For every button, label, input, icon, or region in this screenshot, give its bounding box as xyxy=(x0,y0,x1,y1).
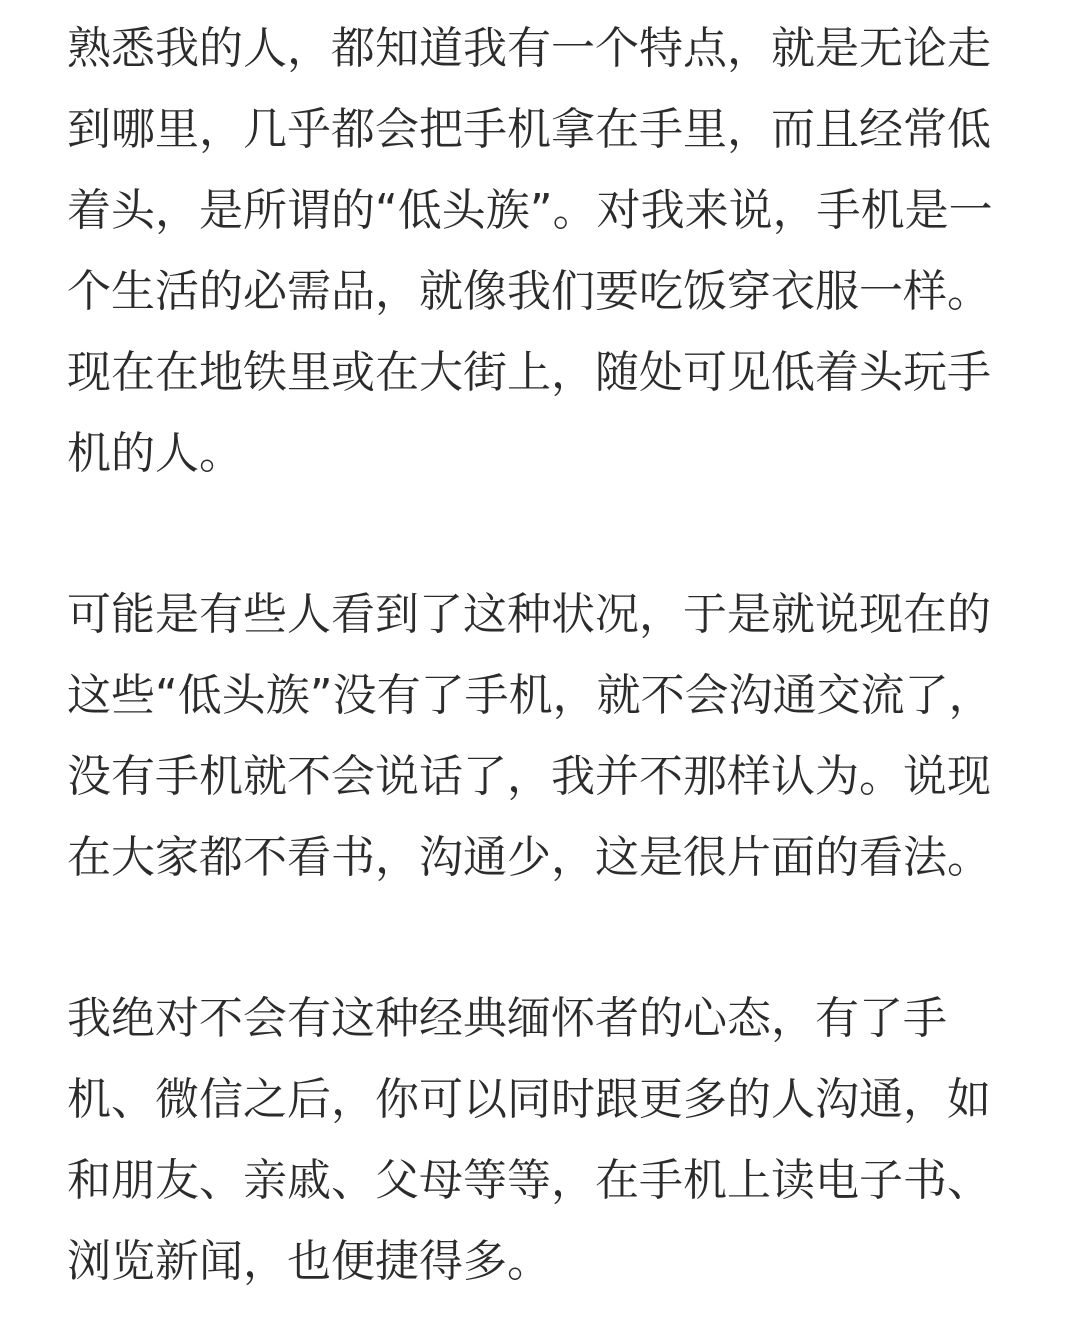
text-line: 浏览新闻，也便捷得多。 xyxy=(67,1236,551,1287)
text-line: 这些“低头族”没有了手机，就不会沟通交流了， xyxy=(67,670,993,721)
text-line: 熟悉我的人，都知道我有一个特点，就是无论走 xyxy=(67,23,991,74)
text-line: 个生活的必需品，就像我们要吃饭穿衣服一样。 xyxy=(67,266,991,317)
text-line: 着头，是所谓的“低头族”。对我来说，手机是一 xyxy=(67,185,993,236)
text-line: 没有手机就不会说话了，我并不那样认为。说现 xyxy=(67,751,991,802)
text-line: 和朋友、亲戚、父母等等，在手机上读电子书、 xyxy=(67,1155,991,1206)
paragraph-1 xyxy=(67,8,1027,494)
text-line: 在大家都不看书，沟通少，这是很片面的看法。 xyxy=(67,832,991,883)
paragraph-3 xyxy=(67,978,1027,1302)
text-line: 可能是有些人看到了这种状况，于是就说现在的 xyxy=(67,589,991,640)
paragraph-2 xyxy=(67,574,1027,898)
paragraph-spacer xyxy=(67,494,1027,574)
text-line: 机的人。 xyxy=(67,428,243,479)
paragraph-spacer xyxy=(67,898,1027,978)
text-line: 到哪里，几乎都会把手机拿在手里，而且经常低 xyxy=(67,104,991,155)
article-body xyxy=(67,8,1027,1302)
text-line: 我绝对不会有这种经典缅怀者的心态，有了手 xyxy=(67,993,947,1044)
text-line: 现在在地铁里或在大街上，随处可见低着头玩手 xyxy=(67,347,991,398)
text-line: 机、微信之后，你可以同时跟更多的人沟通，如 xyxy=(67,1074,991,1125)
